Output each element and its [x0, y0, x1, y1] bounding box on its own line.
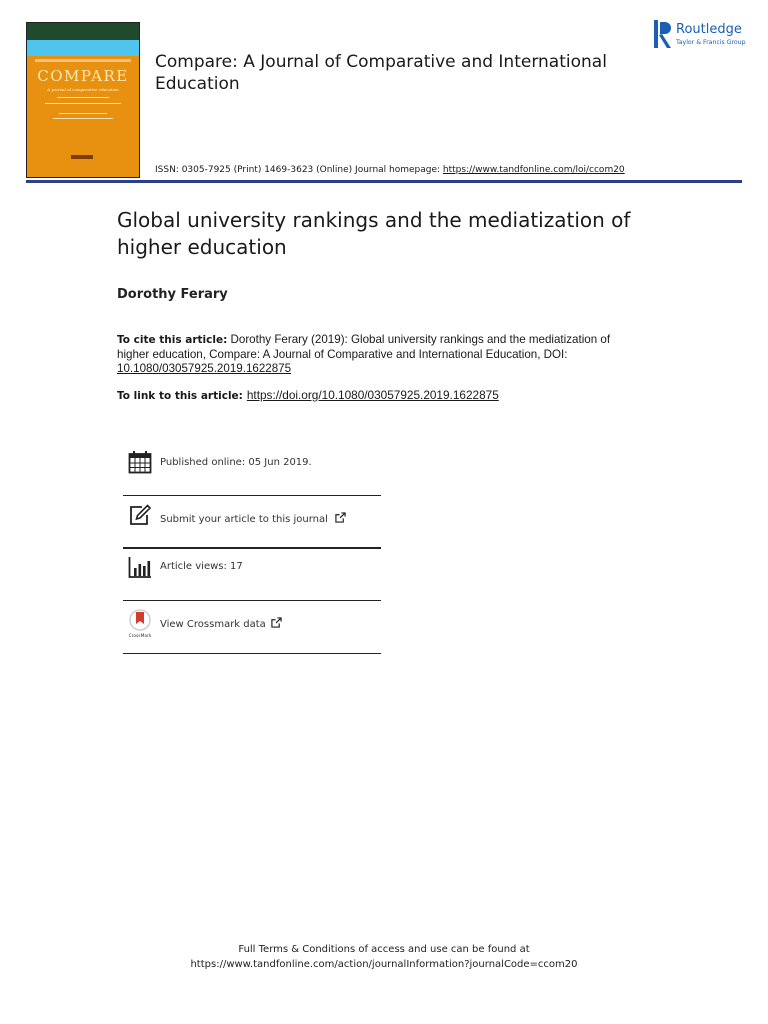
- crossmark-icon: [127, 608, 153, 638]
- cite-doi-link[interactable]: 10.1080/03057925.2019.1622875: [117, 362, 292, 375]
- issn-text: ISSN: 0305-7925 (Print) 1469-3623 (Online) Journal homepage:: [155, 165, 443, 175]
- footer: [0, 942, 768, 972]
- edit-icon: [128, 503, 152, 527]
- header-rule: [26, 180, 742, 183]
- citation: [117, 333, 637, 377]
- bar-chart-icon: [128, 555, 152, 579]
- footer-terms-link[interactable]: https://www.tandfonline.com/action/journalInformation?journalCode=ccom20: [190, 959, 578, 970]
- submit-label: Submit your article to this journal: [160, 514, 328, 525]
- publisher-name: Routledge: [676, 22, 742, 37]
- calendar-icon: [128, 450, 152, 474]
- cite-text: Dorothy Ferary (2019): Global university rankings and the mediatization of higher education, Compare: A Journal of Comparative and International Education, DOI:: [117, 333, 611, 361]
- author-name: Dorothy Ferary: [117, 287, 228, 302]
- divider: [123, 495, 381, 496]
- divider: [123, 547, 381, 549]
- routledge-r-icon: [654, 20, 674, 50]
- external-link-icon: [271, 617, 282, 628]
- submit-row[interactable]: [123, 500, 381, 550]
- external-link-icon: [335, 512, 346, 523]
- cover-line: [59, 113, 107, 114]
- views-row: [123, 553, 381, 603]
- crossmark-label: View Crossmark data: [160, 619, 266, 630]
- crossmark-link[interactable]: [160, 617, 282, 630]
- cover-title: COMPARE: [37, 67, 129, 85]
- article-title: Global university rankings and the mediatization of higher education: [117, 208, 631, 259]
- issn-line: [155, 165, 625, 175]
- cover-line: [53, 118, 113, 119]
- cover-publisher-logo: [71, 155, 93, 159]
- publisher-group: Taylor & Francis Group: [676, 39, 746, 46]
- cover-subtitle: A journal of comparative education: [47, 87, 119, 92]
- crossmark-badge-text: CrossMark: [128, 634, 152, 638]
- cover-line: [45, 103, 121, 104]
- crossmark-row[interactable]: [123, 605, 381, 655]
- submit-link[interactable]: [160, 512, 346, 525]
- divider: [123, 653, 381, 654]
- published-date: Published online: 05 Jun 2019.: [160, 457, 312, 468]
- journal-cover: [26, 22, 140, 178]
- article-views: Article views: 17: [160, 561, 243, 572]
- article-doi-link[interactable]: https://doi.org/10.1080/03057925.2019.1622875: [246, 388, 499, 402]
- published-row: [123, 448, 381, 498]
- article-link: [117, 388, 499, 402]
- journal-title: Compare: A Journal of Comparative and International Education: [155, 52, 607, 94]
- cite-label: To cite this article:: [117, 334, 228, 346]
- cover-blue-band: [27, 40, 139, 56]
- link-label: To link to this article:: [117, 390, 243, 402]
- cover-top-band: [27, 23, 139, 40]
- cover-line: [57, 97, 109, 98]
- divider: [123, 600, 381, 601]
- footer-terms: Full Terms & Conditions of access and use can be found at: [238, 944, 530, 955]
- journal-homepage-link[interactable]: https://www.tandfonline.com/loi/ccom20: [442, 165, 625, 175]
- cover-strip: [35, 59, 131, 62]
